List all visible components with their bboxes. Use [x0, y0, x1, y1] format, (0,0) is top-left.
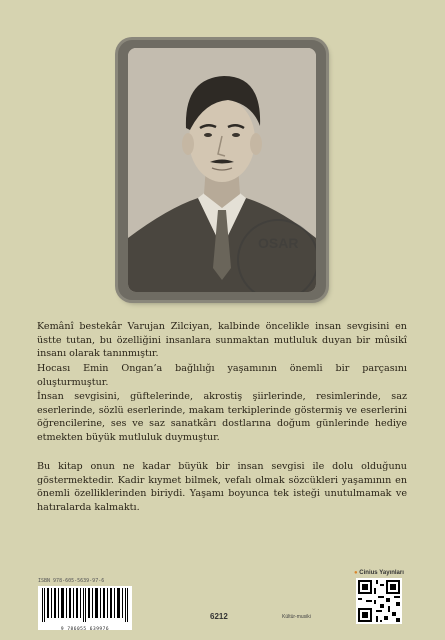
barcode-digits: 9 786055 639976 — [60, 627, 110, 632]
paragraph-teacher: Hocası Emin Ongan’a bağlılığı yaşamının önemli bir parçasını oluşturmuştur. — [37, 363, 407, 388]
barcode-bars — [38, 586, 132, 624]
publisher-logo — [354, 570, 404, 576]
qr-code — [356, 578, 402, 624]
category-label: Kültür-musiki — [282, 614, 311, 620]
stamp-text: OSAR — [258, 235, 299, 251]
paragraph-intro: Kemânî bestekâr Varujan Zilciyan, kalbinde öncelikle insan sevgisini en üstte tutan, bu özelliğini insanlara sunmaktan mutluluk duyan bir mûsikî insanı olarak tanınmıştır. — [37, 321, 407, 360]
portrait-image — [128, 48, 316, 292]
isbn-line: ISBN 978-605-5639-97-6 — [38, 578, 105, 584]
qr-code-image — [356, 578, 402, 624]
publisher-dot-icon: ● — [354, 570, 358, 576]
paragraph-love: İnsan sevgisini, güftelerinde, akrostiş şiirlerinde, resimlerinde, saz eserlerinde, sözlü eserlerinde, makam terkiplerinde göstermiş ve eserlerini öğrencilerine, ses ve saz sanatkârı dostlarına doğum günlerinde hediye etmekten büyük mutluluk duymuştur. — [37, 391, 407, 443]
paragraph-book: Bu kitap onun ne kadar büyük bir insan sevgisi ile dolu olduğunu göstermektedir. Kadir kıymet bilmek, vefalı olmak sözcükleri yaşamının en önemli özelliklerinden biriydi. Yaşamı boyunca tek isteği unutulmamak ve hatıralarda kalmaktı. — [37, 461, 407, 513]
author-portrait-photo — [128, 48, 316, 292]
price-code: 6212 — [210, 612, 228, 621]
barcode — [38, 586, 132, 630]
portrait-frame — [118, 40, 326, 300]
publisher-name: Cinius Yayınları — [359, 570, 404, 576]
